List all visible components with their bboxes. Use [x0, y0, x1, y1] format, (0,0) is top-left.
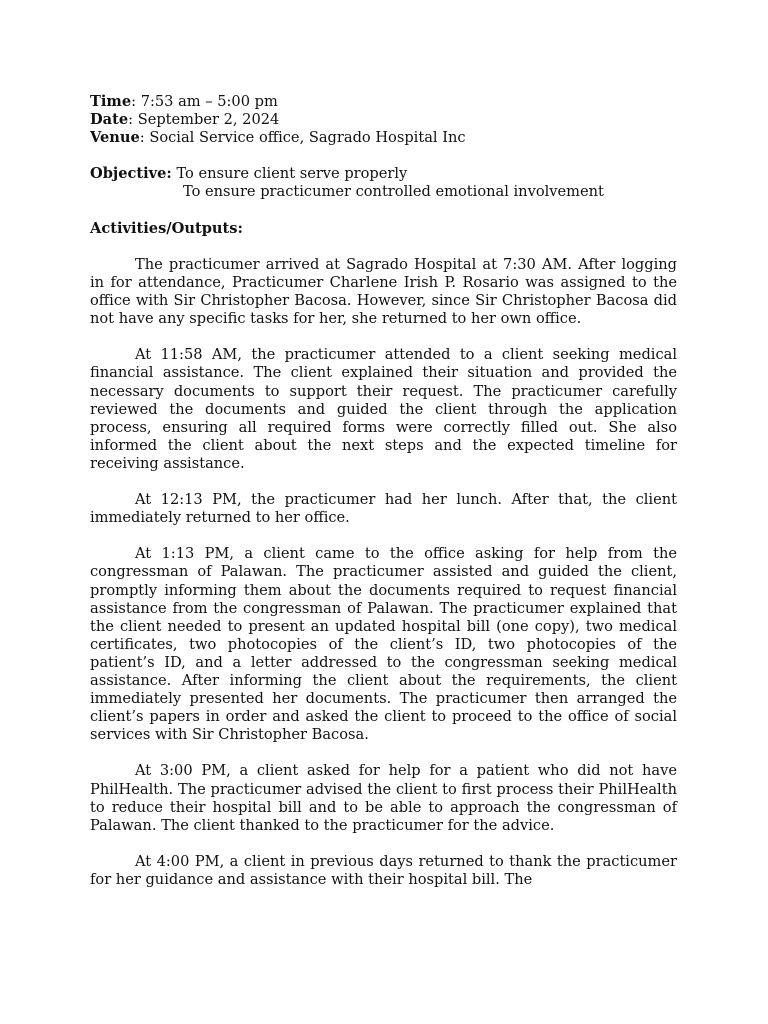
spacer	[90, 202, 677, 220]
activity-paragraph: At 1:13 PM, a client came to the office asking for help from the congressman of Palawan. The practicumer assisted and guided the client, promptly informing them about the documents required to request financial assistance from the congressman of Palawan. The practicumer explained that the client needed to present an updated hospital bill (one copy), two medical certificates, two photocopies of the client’s ID, two photocopies of the patient’s ID, and a letter addressed to the congressman seeking medical assistance. After informing the client about the requirements, the client immediately presented her documents. The practicumer then arranged the client’s papers in order and asked the client to proceed to the office of social services with Sir Christopher Bacosa.	[90, 545, 677, 744]
objective-label: Objective:	[90, 165, 172, 183]
objective-text-1: To ensure client serve properly	[176, 165, 408, 183]
venue-line	[90, 129, 677, 147]
time-value: : 7:53 am – 5:00 pm	[131, 93, 278, 110]
venue-label: Venue	[90, 129, 140, 147]
activity-paragraph: At 12:13 PM, the practicumer had her lunch. After that, the client immediately returned to her office.	[90, 491, 677, 527]
document-page	[90, 93, 677, 907]
time-label: Time	[90, 93, 132, 110]
date-label: Date	[90, 111, 129, 129]
activity-paragraph: At 11:58 AM, the practicumer attended to a client seeking medical financial assistance. The client explained their situation and provided the necessary documents to support their request. The practicumer carefully reviewed the documents and guided the client through the application process, ensuring all required forms were correctly filled out. She also informed the client about the next steps and the expected timeline for receiving assistance.	[90, 346, 677, 472]
objective-line-2	[90, 183, 677, 201]
date-line	[90, 111, 677, 129]
date-value: : September 2, 2024	[128, 111, 280, 129]
activity-paragraph: The practicumer arrived at Sagrado Hospital at 7:30 AM. After logging in for attendance, Practicumer Charlene Irish P. Rosario was assigned to the office with Sir Christopher Bacosa. However, since Sir Christopher Bacosa did not have any specific tasks for her, she returned to her own office.	[90, 255, 677, 328]
spacer	[90, 238, 677, 256]
activities-heading: Activities/Outputs:	[90, 219, 243, 237]
activity-paragraph: At 4:00 PM, a client in previous days returned to thank the practicumer for her guidance and assistance with their hospital bill. The	[90, 852, 677, 889]
objective-line-1	[90, 165, 677, 183]
objective-text-2: To ensure practicumer controlled emotional involvement	[183, 183, 604, 201]
spacer	[90, 147, 677, 165]
activity-paragraph: At 3:00 PM, a client asked for help for a patient who did not have PhilHealth. The practicumer advised the client to first process their PhilHealth to reduce their hospital bill and to be able to approach the congressman of Palawan. The client thanked to the practicumer for the advice.	[90, 762, 677, 834]
venue-value: : Social Service office, Sagrado Hospital Inc	[139, 129, 466, 147]
time-line	[90, 93, 677, 111]
